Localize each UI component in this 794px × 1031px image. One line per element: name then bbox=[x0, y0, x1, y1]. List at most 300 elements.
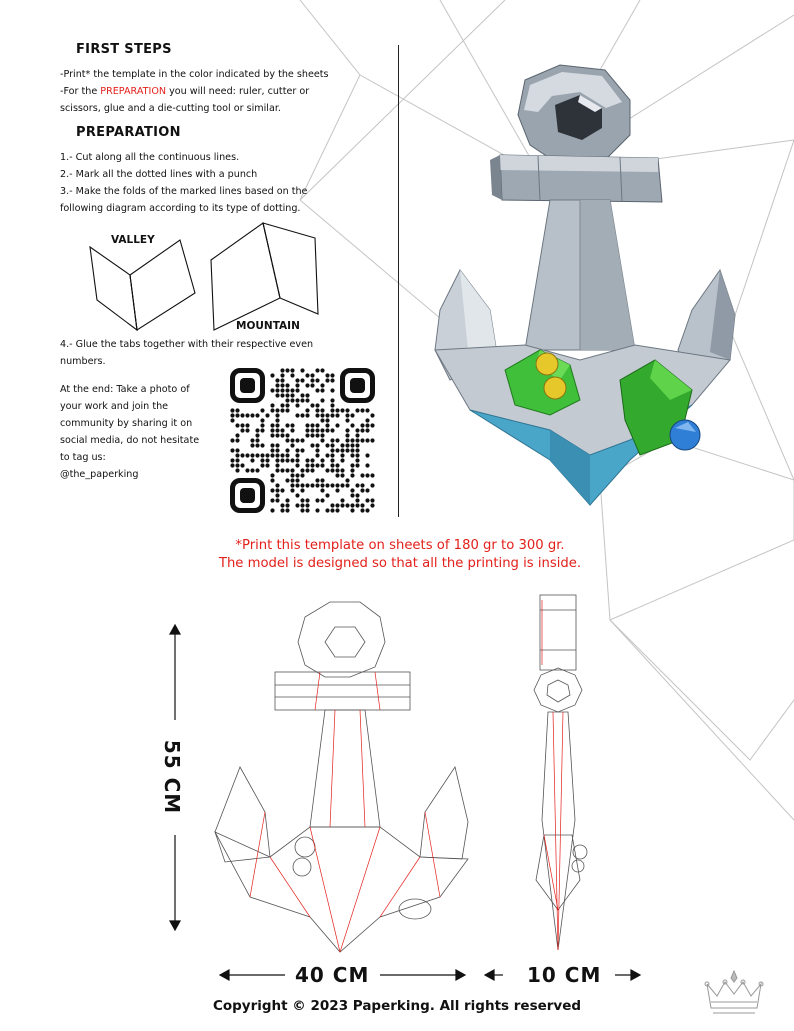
first-steps-line-3: scissors, glue and a die-cutting tool or similar. bbox=[60, 103, 281, 114]
qr-dot bbox=[295, 463, 299, 467]
qr-finder-pattern bbox=[343, 371, 373, 401]
valley-fold-diagram bbox=[85, 235, 205, 335]
qr-dot bbox=[340, 458, 344, 462]
qr-dot bbox=[355, 453, 359, 457]
qr-dot bbox=[315, 508, 319, 512]
qr-dot bbox=[350, 448, 354, 452]
qr-dot bbox=[295, 403, 299, 407]
qr-dot bbox=[320, 413, 324, 417]
qr-dot bbox=[275, 493, 279, 497]
qr-dot bbox=[355, 463, 359, 467]
qr-dot bbox=[365, 428, 369, 432]
qr-dot bbox=[360, 423, 364, 427]
qr-dot bbox=[290, 388, 294, 392]
qr-dot bbox=[330, 463, 334, 467]
qr-dot bbox=[365, 498, 369, 502]
qr-dot bbox=[230, 438, 234, 442]
qr-dot bbox=[330, 413, 334, 417]
qr-dot bbox=[320, 463, 324, 467]
qr-dot bbox=[305, 413, 309, 417]
qr-dot bbox=[305, 503, 309, 507]
community-line-4: social media, do not hesitate bbox=[60, 435, 200, 446]
qr-dot bbox=[325, 373, 329, 377]
qr-dot bbox=[295, 378, 299, 382]
qr-dot bbox=[300, 488, 304, 492]
qr-dot bbox=[345, 438, 349, 442]
qr-dot bbox=[330, 438, 334, 442]
qr-dot bbox=[325, 493, 329, 497]
qr-dot bbox=[285, 408, 289, 412]
qr-dot bbox=[365, 473, 369, 477]
qr-dot bbox=[295, 398, 299, 402]
qr-dot bbox=[320, 383, 324, 387]
preparation-step-4b: numbers. bbox=[60, 356, 106, 367]
qr-dot bbox=[315, 368, 319, 372]
qr-dot bbox=[310, 433, 314, 437]
qr-dot bbox=[330, 403, 334, 407]
qr-dot bbox=[320, 418, 324, 422]
qr-dot bbox=[315, 463, 319, 467]
preparation-highlight: PREPARATION bbox=[100, 86, 167, 97]
qr-dot bbox=[285, 368, 289, 372]
qr-dot bbox=[345, 443, 349, 447]
qr-dot bbox=[340, 453, 344, 457]
qr-dot bbox=[280, 368, 284, 372]
qr-dot bbox=[310, 378, 314, 382]
qr-dot bbox=[255, 413, 259, 417]
qr-dot bbox=[330, 373, 334, 377]
preparation-step-3b: following diagram according to its type of dotting. bbox=[60, 203, 301, 214]
qr-dot bbox=[230, 458, 234, 462]
qr-dot bbox=[295, 388, 299, 392]
qr-dot bbox=[355, 498, 359, 502]
qr-dot bbox=[260, 443, 264, 447]
qr-dot bbox=[300, 378, 304, 382]
qr-dot bbox=[320, 398, 324, 402]
qr-dot bbox=[280, 393, 284, 397]
qr-dot bbox=[300, 368, 304, 372]
qr-dot bbox=[330, 428, 334, 432]
qr-dot bbox=[340, 473, 344, 477]
qr-dot bbox=[350, 463, 354, 467]
qr-dot bbox=[315, 378, 319, 382]
qr-dot bbox=[355, 493, 359, 497]
qr-dot bbox=[335, 448, 339, 452]
preparation-heading: PREPARATION bbox=[76, 125, 181, 140]
qr-dot bbox=[325, 483, 329, 487]
qr-dot bbox=[290, 368, 294, 372]
column-divider bbox=[398, 45, 399, 517]
qr-dot bbox=[360, 408, 364, 412]
qr-dot bbox=[335, 468, 339, 472]
qr-dot bbox=[295, 383, 299, 387]
qr-dot bbox=[230, 418, 234, 422]
qr-dot bbox=[285, 438, 289, 442]
qr-dot bbox=[310, 423, 314, 427]
qr-dot bbox=[345, 478, 349, 482]
qr-dot bbox=[270, 488, 274, 492]
qr-dot bbox=[325, 413, 329, 417]
qr-dot bbox=[365, 508, 369, 512]
qr-dot bbox=[285, 433, 289, 437]
qr-dot bbox=[330, 458, 334, 462]
qr-dot bbox=[265, 463, 269, 467]
qr-dot bbox=[315, 453, 319, 457]
qr-dot bbox=[275, 443, 279, 447]
mountain-fold-diagram bbox=[208, 218, 323, 333]
qr-dot bbox=[340, 448, 344, 452]
qr-dot bbox=[260, 418, 264, 422]
qr-dot bbox=[300, 413, 304, 417]
qr-dot bbox=[340, 443, 344, 447]
qr-dot bbox=[275, 468, 279, 472]
qr-dot bbox=[310, 458, 314, 462]
qr-dot bbox=[300, 438, 304, 442]
qr-dot bbox=[235, 468, 239, 472]
qr-dot bbox=[270, 448, 274, 452]
qr-dot bbox=[310, 483, 314, 487]
qr-dot bbox=[310, 463, 314, 467]
qr-dot bbox=[355, 408, 359, 412]
community-text bbox=[60, 381, 212, 483]
qr-dot bbox=[275, 448, 279, 452]
qr-dot bbox=[290, 483, 294, 487]
qr-dot bbox=[265, 453, 269, 457]
qr-dot bbox=[235, 423, 239, 427]
qr-dot bbox=[320, 408, 324, 412]
preparation-steps bbox=[60, 149, 390, 217]
qr-dot bbox=[245, 423, 249, 427]
qr-dot bbox=[355, 433, 359, 437]
qr-dot bbox=[370, 473, 374, 477]
height-dimension-label: 55 CM bbox=[160, 739, 185, 815]
qr-dot bbox=[320, 388, 324, 392]
qr-dot bbox=[315, 388, 319, 392]
qr-dot bbox=[350, 438, 354, 442]
qr-dot bbox=[280, 388, 284, 392]
qr-dot bbox=[335, 503, 339, 507]
qr-dot bbox=[285, 458, 289, 462]
qr-dot bbox=[340, 408, 344, 412]
preparation-step-4a: 4.- Glue the tabs together with their respective even bbox=[60, 339, 314, 350]
qr-dot bbox=[270, 408, 274, 412]
qr-dot bbox=[260, 453, 264, 457]
qr-dot bbox=[315, 483, 319, 487]
qr-dot bbox=[305, 398, 309, 402]
qr-dot bbox=[275, 418, 279, 422]
qr-dot bbox=[350, 453, 354, 457]
qr-dot bbox=[345, 413, 349, 417]
qr-dot bbox=[255, 453, 259, 457]
qr-dot bbox=[345, 448, 349, 452]
qr-dot bbox=[365, 453, 369, 457]
qr-dot bbox=[280, 403, 284, 407]
qr-dot bbox=[330, 483, 334, 487]
qr-dot bbox=[250, 413, 254, 417]
qr-dot bbox=[275, 488, 279, 492]
print-notice-line-2: The model is designed so that all the printing is inside. bbox=[218, 556, 582, 571]
qr-dot bbox=[330, 453, 334, 457]
qr-dot bbox=[275, 453, 279, 457]
qr-dot bbox=[275, 498, 279, 502]
qr-dot bbox=[285, 393, 289, 397]
qr-dot bbox=[355, 448, 359, 452]
qr-dot bbox=[285, 453, 289, 457]
qr-dot bbox=[275, 413, 279, 417]
qr-dot bbox=[230, 408, 234, 412]
qr-dot bbox=[285, 403, 289, 407]
qr-dot bbox=[275, 483, 279, 487]
preparation-step-1: 1.- Cut along all the continuous lines. bbox=[60, 152, 240, 163]
qr-dot bbox=[370, 503, 374, 507]
qr-dot bbox=[280, 468, 284, 472]
qr-dot bbox=[300, 473, 304, 477]
qr-dot bbox=[295, 413, 299, 417]
qr-dot bbox=[280, 488, 284, 492]
anchor-front-wireframe bbox=[210, 597, 480, 957]
qr-dot bbox=[280, 508, 284, 512]
qr-dot bbox=[295, 493, 299, 497]
qr-dot bbox=[355, 443, 359, 447]
qr-dot bbox=[345, 433, 349, 437]
qr-dot bbox=[245, 428, 249, 432]
qr-dot bbox=[310, 373, 314, 377]
qr-dot bbox=[275, 458, 279, 462]
qr-dot bbox=[365, 418, 369, 422]
qr-dot bbox=[320, 428, 324, 432]
qr-dot bbox=[320, 483, 324, 487]
qr-dot bbox=[280, 503, 284, 507]
qr-dot bbox=[330, 408, 334, 412]
qr-dot bbox=[305, 428, 309, 432]
gem-yellow-2 bbox=[544, 377, 566, 399]
qr-dot bbox=[295, 453, 299, 457]
qr-dot bbox=[280, 383, 284, 387]
qr-dot bbox=[370, 498, 374, 502]
qr-dot bbox=[350, 503, 354, 507]
qr-dot bbox=[345, 408, 349, 412]
qr-dot bbox=[330, 503, 334, 507]
qr-dot bbox=[290, 473, 294, 477]
qr-dot bbox=[365, 463, 369, 467]
print-notice-line-1: *Print this template on sheets of 180 gr to 300 gr. bbox=[235, 538, 565, 553]
qr-dot bbox=[345, 428, 349, 432]
qr-dot bbox=[240, 453, 244, 457]
preparation-step-4 bbox=[60, 336, 390, 370]
qr-dot bbox=[355, 428, 359, 432]
qr-dot bbox=[340, 468, 344, 472]
qr-dot bbox=[310, 403, 314, 407]
qr-dot bbox=[230, 448, 234, 452]
qr-dot bbox=[270, 388, 274, 392]
qr-dot bbox=[305, 408, 309, 412]
qr-dot bbox=[270, 473, 274, 477]
qr-dot bbox=[360, 483, 364, 487]
qr-dot bbox=[275, 433, 279, 437]
qr-dot bbox=[360, 428, 364, 432]
qr-code[interactable] bbox=[230, 368, 375, 513]
qr-dot bbox=[245, 453, 249, 457]
qr-dot bbox=[335, 488, 339, 492]
qr-dot bbox=[285, 423, 289, 427]
qr-dot bbox=[335, 423, 339, 427]
qr-dot bbox=[345, 483, 349, 487]
qr-dot bbox=[315, 423, 319, 427]
anchor-side-wireframe bbox=[520, 590, 600, 955]
qr-dot bbox=[305, 383, 309, 387]
qr-dot bbox=[370, 413, 374, 417]
qr-dot bbox=[235, 408, 239, 412]
qr-dot bbox=[250, 458, 254, 462]
qr-dot bbox=[245, 413, 249, 417]
qr-dot bbox=[335, 463, 339, 467]
copyright-footer: Copyright © 2023 Paperking. All rights reserved bbox=[212, 998, 582, 1014]
qr-dot bbox=[260, 463, 264, 467]
qr-dot bbox=[305, 393, 309, 397]
qr-dot bbox=[335, 408, 339, 412]
qr-dot bbox=[290, 458, 294, 462]
qr-dot bbox=[290, 478, 294, 482]
qr-dot bbox=[255, 443, 259, 447]
qr-dot bbox=[370, 423, 374, 427]
first-steps-line-1: -Print* the template in the color indicated by the sheets bbox=[60, 69, 329, 80]
qr-dot bbox=[250, 453, 254, 457]
qr-dot bbox=[355, 438, 359, 442]
qr-dot bbox=[325, 508, 329, 512]
qr-dot bbox=[250, 438, 254, 442]
qr-finder-pattern bbox=[233, 371, 263, 401]
qr-dot bbox=[250, 443, 254, 447]
qr-dot bbox=[330, 468, 334, 472]
qr-dot bbox=[300, 398, 304, 402]
qr-dot bbox=[240, 463, 244, 467]
qr-dot bbox=[275, 393, 279, 397]
qr-dot bbox=[315, 428, 319, 432]
qr-dot bbox=[300, 498, 304, 502]
qr-dot bbox=[245, 468, 249, 472]
qr-dot bbox=[355, 483, 359, 487]
qr-dot bbox=[235, 413, 239, 417]
qr-dot bbox=[285, 448, 289, 452]
qr-dot bbox=[235, 458, 239, 462]
qr-dot bbox=[330, 443, 334, 447]
qr-dot bbox=[350, 473, 354, 477]
qr-dot bbox=[290, 423, 294, 427]
valley-label: VALLEY bbox=[111, 234, 155, 246]
qr-dot bbox=[285, 468, 289, 472]
qr-dot bbox=[280, 458, 284, 462]
qr-dot bbox=[240, 423, 244, 427]
qr-dot bbox=[255, 428, 259, 432]
qr-dot bbox=[360, 438, 364, 442]
qr-dot bbox=[335, 483, 339, 487]
qr-dot bbox=[235, 438, 239, 442]
qr-dot bbox=[275, 423, 279, 427]
qr-dot bbox=[295, 458, 299, 462]
qr-dot bbox=[270, 403, 274, 407]
qr-dot bbox=[305, 433, 309, 437]
qr-dot bbox=[360, 473, 364, 477]
qr-dot bbox=[270, 478, 274, 482]
qr-dot bbox=[280, 378, 284, 382]
qr-dot bbox=[285, 498, 289, 502]
qr-dot bbox=[325, 443, 329, 447]
first-steps-line-2-prefix: -For the bbox=[60, 86, 101, 97]
qr-dot bbox=[360, 508, 364, 512]
qr-dot bbox=[295, 448, 299, 452]
community-line-3: community by sharing it on bbox=[60, 418, 193, 429]
qr-dot bbox=[350, 488, 354, 492]
qr-dot bbox=[320, 368, 324, 372]
qr-dot bbox=[315, 448, 319, 452]
qr-dot bbox=[350, 413, 354, 417]
qr-dot bbox=[345, 418, 349, 422]
qr-dot bbox=[275, 428, 279, 432]
qr-dot bbox=[280, 373, 284, 377]
qr-dot bbox=[365, 423, 369, 427]
community-line-5: to tag us: bbox=[60, 452, 106, 463]
qr-dot bbox=[320, 498, 324, 502]
qr-dot bbox=[315, 498, 319, 502]
qr-dot bbox=[255, 433, 259, 437]
anchor-3d-render bbox=[430, 60, 750, 510]
qr-dot bbox=[315, 403, 319, 407]
qr-dot bbox=[235, 448, 239, 452]
qr-dot bbox=[295, 473, 299, 477]
preparation-step-2: 2.- Mark all the dotted lines with a punch bbox=[60, 169, 258, 180]
qr-dot bbox=[350, 443, 354, 447]
qr-dot bbox=[365, 408, 369, 412]
qr-dot bbox=[270, 453, 274, 457]
qr-dot bbox=[280, 433, 284, 437]
qr-dot bbox=[260, 428, 264, 432]
qr-dot bbox=[275, 383, 279, 387]
qr-dot bbox=[275, 378, 279, 382]
qr-dot bbox=[270, 443, 274, 447]
qr-dot bbox=[360, 488, 364, 492]
qr-dot bbox=[255, 468, 259, 472]
qr-dot bbox=[300, 468, 304, 472]
qr-dot bbox=[305, 463, 309, 467]
qr-dot bbox=[235, 433, 239, 437]
qr-dot bbox=[340, 483, 344, 487]
qr-dot bbox=[300, 483, 304, 487]
qr-dot bbox=[320, 433, 324, 437]
qr-dot bbox=[315, 478, 319, 482]
qr-dot bbox=[290, 393, 294, 397]
qr-dot bbox=[350, 468, 354, 472]
qr-dot bbox=[355, 503, 359, 507]
qr-dot bbox=[320, 488, 324, 492]
qr-dot bbox=[270, 373, 274, 377]
qr-dot bbox=[290, 468, 294, 472]
qr-dot bbox=[300, 508, 304, 512]
qr-dot bbox=[345, 503, 349, 507]
qr-dot bbox=[310, 383, 314, 387]
qr-dot bbox=[305, 423, 309, 427]
qr-dot bbox=[270, 428, 274, 432]
qr-dot bbox=[270, 423, 274, 427]
qr-dot bbox=[300, 393, 304, 397]
mountain-label: MOUNTAIN bbox=[236, 320, 300, 332]
qr-dot bbox=[325, 453, 329, 457]
qr-dot bbox=[255, 438, 259, 442]
qr-dot bbox=[260, 423, 264, 427]
social-handle: @the_paperking bbox=[60, 469, 139, 480]
qr-dot bbox=[310, 428, 314, 432]
qr-dot bbox=[315, 408, 319, 412]
qr-dot bbox=[235, 453, 239, 457]
